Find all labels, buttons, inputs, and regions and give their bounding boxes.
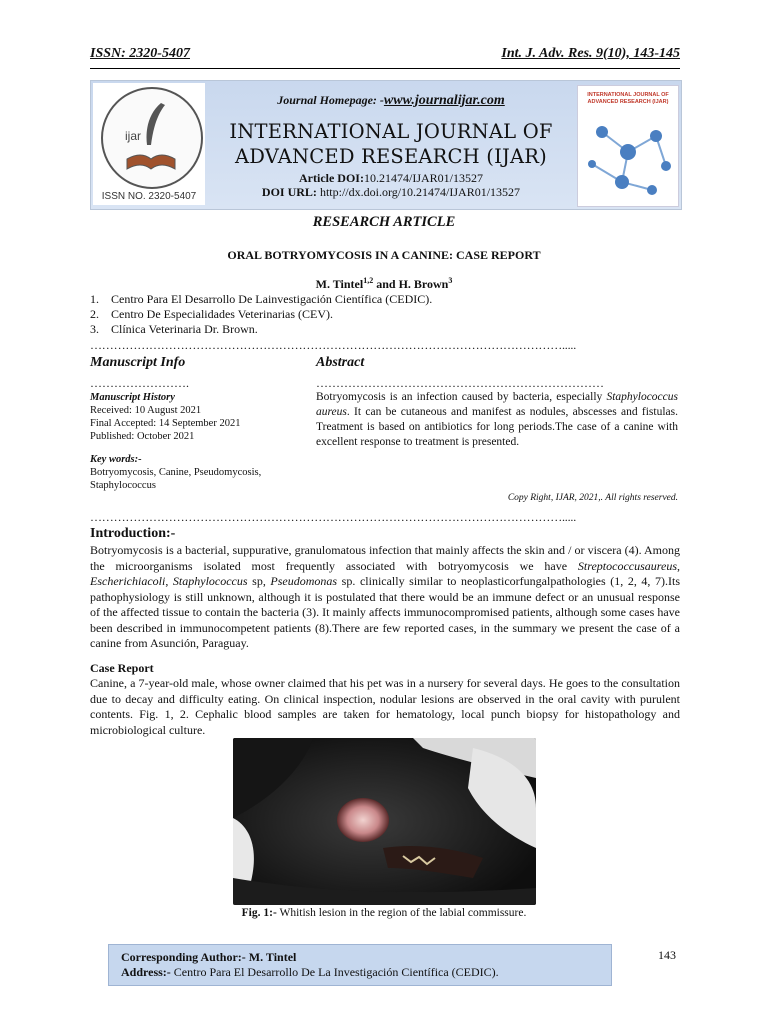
corresponding-author [121, 950, 296, 965]
homepage-label: Journal Homepage: - [277, 93, 384, 107]
intro-sep-3: sp, [247, 574, 271, 588]
manuscript-history-label: Manuscript History [90, 392, 175, 403]
intro-species-1: Streptococcusaureus [577, 558, 677, 573]
article-title: ORAL BOTRYOMYCOSIS IN A CANINE: CASE REPORT [227, 248, 541, 262]
corresponding-label: Corresponding Author:- [121, 950, 246, 964]
author-1-sup: 1,2 [363, 276, 374, 285]
author-address [121, 965, 499, 980]
introduction-paragraph [90, 543, 680, 652]
accepted-date: Final Accepted: 14 September 2021 [90, 418, 241, 429]
abstract-species: Staphylococcus aureus [316, 391, 678, 418]
introduction-heading: Introduction:- [90, 526, 176, 541]
corresponding-author-box [108, 944, 612, 986]
author-2-sup: 3 [448, 276, 453, 285]
logo-emblem [101, 87, 203, 189]
journal-title-line2: ADVANCED RESEARCH (IJAR) [235, 145, 547, 168]
manuscript-info-heading: Manuscript Info [90, 355, 186, 370]
doi-value: 10.21474/IJAR01/13527 [363, 171, 483, 185]
case-report-heading: Case Report [90, 661, 154, 675]
journal-homepage [211, 93, 571, 109]
author-2: H. Brown [398, 277, 449, 291]
article-type: RESEARCH ARTICLE [312, 214, 456, 230]
abstract-part-a: Botryomycosis is an infection caused by bacteria, especially [316, 391, 607, 403]
author-1: M. Tintel [315, 277, 364, 291]
author-and: and [373, 277, 399, 291]
header-issn: ISSN: 2320-5407 [90, 46, 190, 61]
intro-sep-1: , [677, 558, 680, 573]
journal-logo [93, 83, 205, 205]
abstract-heading: Abstract [316, 355, 365, 370]
molecule-graphic-icon [582, 112, 674, 202]
figure-1-caption [0, 907, 768, 919]
intro-text-1: Botryomycosis is a bacterial, suppurative, granulomatous infection that mainly affects the skin and / or viscera (4). Among the microorganisms isolated most frequently associated with botryomycosis we have [90, 543, 680, 573]
doi-url-label: DOI URL: [261, 185, 317, 199]
manuscript-info [90, 391, 300, 492]
journal-title-line1: INTERNATIONAL JOURNAL OF [229, 120, 553, 143]
article-authors [0, 276, 768, 292]
intro-species-3: Staphylococcus [172, 574, 248, 588]
copyright-notice: Copy Right, IJAR, 2021,. All rights reserved. [507, 493, 678, 503]
journal-cover-thumbnail [577, 85, 679, 207]
published-date: Published: October 2021 [90, 431, 195, 442]
logo-issn: ISSN NO. 2320-5407 [101, 191, 197, 202]
case-report-paragraph: Canine, a 7-year-old male, whose owner claimed that his pet was in a nursery for several days. He goes to the consultation due to decay and difficulty eating. On clinical inspection, nodular lesions are observed in the oral cavity with purulent contents. Fig. 1, 2. Cephalic blood samples are taken for hematology, local punch biopsy for histopathology and microbiological culture. [90, 676, 680, 737]
intro-species-4: Pseudomonas [270, 574, 338, 588]
received-date: Received: 10 August 2021 [90, 405, 202, 416]
address-label: Address:- [121, 965, 171, 979]
header-journal-ref: Int. J. Adv. Res. 9(10), 143-145 [501, 46, 680, 61]
logo-text: ijar [124, 129, 141, 143]
journal-title [211, 119, 571, 169]
abstract-part-b: . It can be cutaneous and manifest as nodules, abscesses and fistulas. Treatment is based on antibiotics for long periods.The case of a canine with excellent response to treatment is presented. [316, 406, 678, 448]
manuscript-info-dots: ……………………. [90, 376, 189, 390]
keywords-label: Key words:- [90, 454, 142, 465]
clinical-photo-image [233, 738, 536, 905]
affiliation-2: 2. Centro De Especialidades Veterinarias (CEV). [90, 307, 334, 321]
abstract-dots: ……………………………………………………………… [316, 376, 604, 390]
affiliation-3: 3. Clínica Veterinaria Dr. Brown. [90, 322, 258, 336]
keywords: Botryomycosis, Canine, Pseudomycosis, Staphylococcus [90, 467, 262, 491]
intro-species-2: Escherichiacoli [90, 574, 166, 588]
intro-sep-2: , [165, 574, 173, 588]
figure-label: Fig. 1:- [241, 907, 277, 919]
journal-banner [90, 80, 682, 210]
page-number: 143 [658, 948, 676, 962]
figure-1-photo [233, 738, 536, 905]
homepage-link[interactable]: www.journalijar.com [383, 93, 505, 108]
separator-dots-bottom: …………………………………………………………………………………………………………..... [90, 510, 577, 524]
abstract-text [316, 390, 678, 450]
running-header [90, 44, 680, 69]
figure-caption-text: Whitish lesion in the region of the labial commissure. [276, 907, 527, 919]
corresponding-name: M. Tintel [245, 950, 297, 964]
address-text: Centro Para El Desarrollo De La Investigación Científica (CEDIC). [170, 965, 499, 979]
affiliation-1: 1. Centro Para El Desarrollo De Lainvestigación Científica (CEDIC). [90, 292, 433, 306]
doi-label: Article DOI: [299, 171, 364, 185]
cover-title: INTERNATIONAL JOURNAL OF ADVANCED RESEARCH (IJAR) [587, 92, 669, 105]
doi-block [211, 171, 571, 199]
separator-dots-top: …………………………………………………………………………………………………………..... [90, 338, 577, 352]
intro-text-2: sp. clinically similar to neoplasticorfungalpathologies (1, 2, 4, 7).Its pathophysiology is still unknown, although it is postulated that there would be an immune defect or an unusual response of the affected tissue to contain the bacteria (3). It mainly affects immunocompromised patients, although some cases have been described in immunocompetent patients (8).There are few reported cases, in the summary we present the case of a canine from Asunción, Paraguay. [90, 574, 681, 650]
doi-url-link[interactable]: http://dx.doi.org/10.21474/IJAR01/13527 [319, 185, 521, 199]
